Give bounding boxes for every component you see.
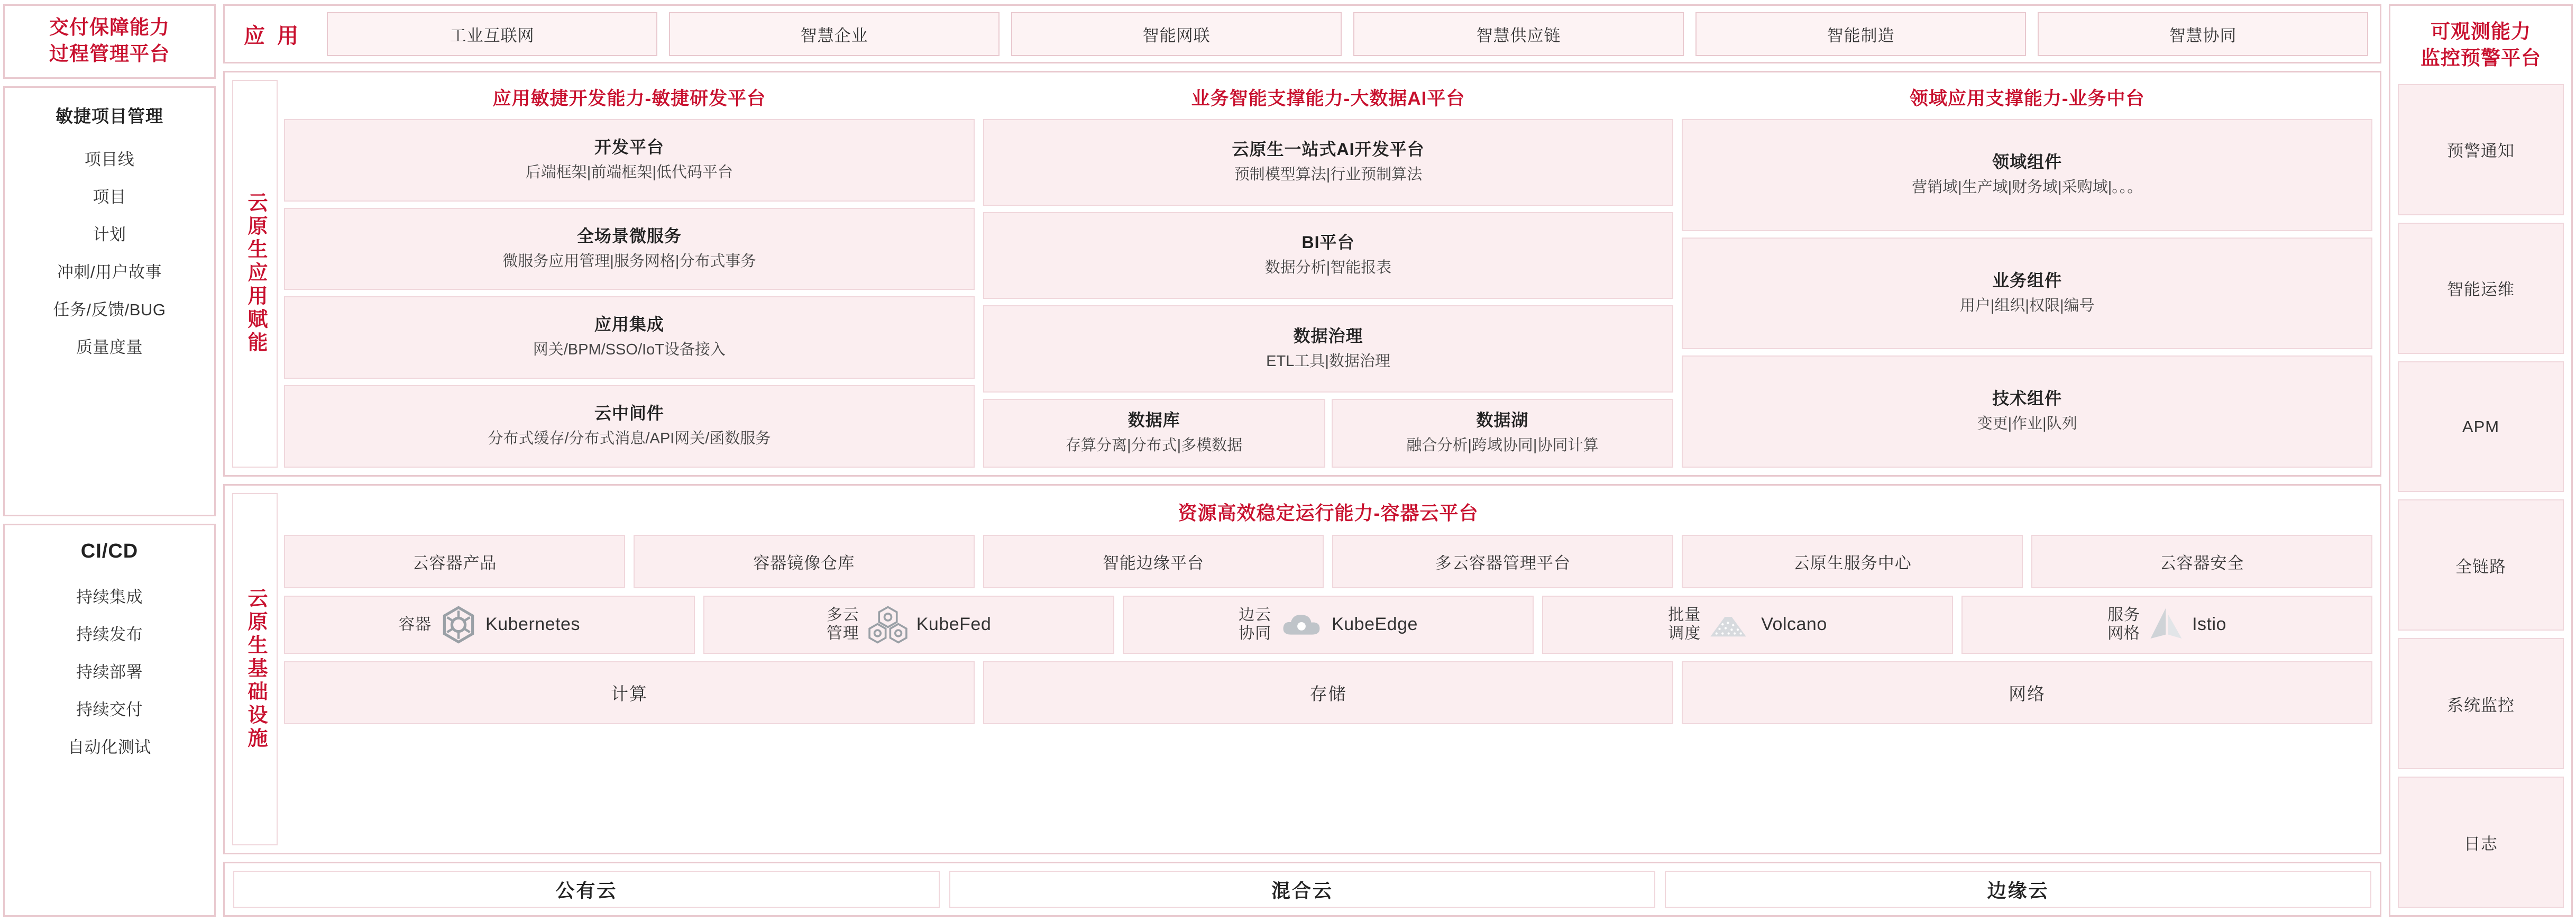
volcano-icon bbox=[1708, 610, 1754, 640]
left-item[interactable]: 持续集成 bbox=[76, 588, 143, 607]
card-subtitle: 分布式缓存/分布式消息/API网关/函数服务 bbox=[488, 430, 771, 448]
capability-card[interactable] bbox=[284, 385, 975, 468]
resource-row bbox=[284, 661, 2372, 724]
card-subtitle: 用户|组织|权限|编号 bbox=[1959, 297, 2095, 314]
application-row bbox=[223, 4, 2381, 63]
card-subtitle: 预制模型算法|行业预制算法 bbox=[1234, 166, 1423, 184]
delivery-platform-title-line1: 交付保障能力 bbox=[49, 16, 170, 38]
app-chip[interactable]: 工业互联网 bbox=[327, 12, 657, 56]
agile-project-management-card bbox=[3, 86, 216, 517]
tech-chip-label: 边云 协同 bbox=[1239, 606, 1272, 642]
card-subtitle: 变更|作业|队列 bbox=[1977, 415, 2077, 433]
left-item[interactable]: 项目线 bbox=[84, 150, 135, 169]
tech-chip-name: Istio bbox=[2192, 614, 2226, 635]
app-chip[interactable]: 智慧供应链 bbox=[1353, 12, 1684, 56]
delivery-platform-title bbox=[3, 4, 216, 79]
resource-chip[interactable]: 网络 bbox=[1682, 661, 2372, 724]
left-item[interactable]: 冲刺/用户故事 bbox=[57, 262, 162, 281]
observability-chip[interactable]: 全链路 bbox=[2398, 499, 2564, 631]
card-title: 领域组件 bbox=[1992, 152, 2062, 171]
tech-chip-label: 批量 调度 bbox=[1668, 606, 1701, 642]
capability-card[interactable] bbox=[1682, 238, 2372, 350]
capability-card[interactable] bbox=[983, 399, 1325, 468]
app-chip[interactable]: 智能制造 bbox=[1695, 12, 2026, 56]
observability-chip[interactable]: 系统监控 bbox=[2398, 638, 2564, 769]
card-subtitle: 营销域|生产域|财务域|采购域|。。。 bbox=[1912, 178, 2143, 196]
app-chip[interactable]: 智慧企业 bbox=[669, 12, 1000, 56]
technology-row bbox=[284, 596, 2372, 654]
kubernetes-wheel-icon bbox=[439, 605, 478, 644]
cloud-deployment-chip[interactable]: 公有云 bbox=[233, 871, 940, 908]
card-subtitle: 网关/BPM/SSO/IoT设备接入 bbox=[533, 341, 726, 359]
cloud-native-infrastructure-label-text: 云原生基础设施 bbox=[244, 587, 267, 751]
agile-dev-column bbox=[284, 80, 975, 468]
observability-chip[interactable]: 预警通知 bbox=[2398, 84, 2564, 215]
left-item[interactable]: 项目 bbox=[93, 187, 126, 206]
card-subtitle: 存算分离|分布式|多模数据 bbox=[1066, 436, 1243, 454]
business-middle-platform-head: 领域应用支撑能力-业务中台 bbox=[1909, 88, 2145, 109]
ci-cd-head: CI/CD bbox=[80, 540, 139, 563]
card-subtitle: 后端框架|前端框架|低代码平台 bbox=[525, 164, 733, 181]
capability-card[interactable] bbox=[983, 212, 1674, 299]
observability-chip[interactable]: APM bbox=[2398, 361, 2564, 493]
big-data-ai-column-head: 业务智能支撑能力-大数据AI平台 bbox=[1191, 88, 1465, 109]
card-title: BI平台 bbox=[1301, 233, 1355, 252]
cloud-native-app-enablement-label bbox=[232, 80, 278, 468]
cloud-deployment-chip[interactable]: 混合云 bbox=[949, 871, 1656, 908]
card-title: 应用集成 bbox=[594, 315, 664, 334]
tech-chip-label: 多云 管理 bbox=[826, 606, 859, 642]
card-title: 全场景微服务 bbox=[576, 226, 682, 245]
cloud-native-infrastructure-label bbox=[232, 493, 278, 845]
tech-chip-name: KubeEdge bbox=[1332, 614, 1418, 635]
tech-chip-kubefed[interactable] bbox=[703, 596, 1114, 654]
container-product-row bbox=[284, 535, 2372, 588]
container-product-chip[interactable]: 云容器产品 bbox=[284, 535, 625, 588]
left-item[interactable]: 任务/反馈/BUG bbox=[53, 300, 166, 319]
delivery-platform-title-line2: 过程管理平台 bbox=[49, 43, 170, 65]
card-title: 业务组件 bbox=[1992, 270, 2062, 290]
card-title: 云中间件 bbox=[594, 404, 664, 423]
tech-chip-name: Volcano bbox=[1761, 614, 1827, 635]
business-middle-platform-column bbox=[1682, 80, 2372, 468]
cloud-native-infrastructure-section bbox=[223, 484, 2381, 854]
application-row-title: 应 用 bbox=[244, 24, 302, 48]
left-column bbox=[3, 4, 216, 917]
card-title: 开发平台 bbox=[594, 138, 664, 157]
container-product-chip[interactable]: 容器镜像仓库 bbox=[634, 535, 975, 588]
observability-title bbox=[2398, 11, 2564, 77]
observability-title-line2: 监控预警平台 bbox=[2421, 47, 2541, 69]
capability-card[interactable] bbox=[983, 305, 1674, 392]
kubefed-clusters-icon bbox=[867, 605, 909, 644]
left-item[interactable]: 质量度量 bbox=[76, 338, 143, 357]
capability-card[interactable] bbox=[284, 119, 975, 202]
resource-chip[interactable]: 存储 bbox=[983, 661, 1674, 724]
resource-chip[interactable]: 计算 bbox=[284, 661, 975, 724]
app-chip[interactable]: 智能网联 bbox=[1011, 12, 1342, 56]
cloud-native-app-enablement-label-text: 云原生应用赋能 bbox=[244, 192, 267, 355]
tech-chip-istio[interactable] bbox=[1961, 596, 2372, 654]
left-item[interactable]: 自动化测试 bbox=[68, 738, 151, 757]
card-subtitle: ETL工具|数据治理 bbox=[1266, 352, 1390, 370]
container-product-chip[interactable]: 多云容器管理平台 bbox=[1332, 535, 1673, 588]
container-product-chip[interactable]: 智能边缘平台 bbox=[983, 535, 1324, 588]
observability-title-line1: 可观测能力 bbox=[2431, 21, 2531, 42]
card-subtitle: 融合分析|跨域协同|协同计算 bbox=[1406, 436, 1599, 454]
tech-chip-label: 容器 bbox=[399, 615, 432, 633]
capability-card[interactable] bbox=[1682, 119, 2372, 231]
capability-card[interactable] bbox=[983, 119, 1674, 206]
middle-column bbox=[223, 4, 2381, 917]
tech-chip-label: 服务 网格 bbox=[2107, 606, 2141, 642]
left-item[interactable]: 持续发布 bbox=[76, 625, 143, 644]
istio-sail-icon bbox=[2148, 606, 2185, 644]
card-title: 技术组件 bbox=[1992, 389, 2062, 408]
card-title: 数据治理 bbox=[1293, 326, 1363, 345]
tech-chip-kubernetes[interactable] bbox=[284, 596, 695, 654]
container-cloud-head: 资源高效稳定运行能力-容器云平台 bbox=[1178, 501, 1479, 524]
tech-chip-volcano[interactable] bbox=[1542, 596, 1953, 654]
app-chip[interactable]: 智慧协同 bbox=[2038, 12, 2368, 56]
ci-cd-card bbox=[3, 524, 216, 917]
left-item[interactable]: 持续部署 bbox=[76, 663, 143, 682]
observability-column bbox=[2389, 4, 2573, 917]
cloud-native-app-enablement-section bbox=[223, 71, 2381, 477]
data-cards-row bbox=[983, 399, 1674, 468]
agile-dev-column-head: 应用敏捷开发能力-敏捷研发平台 bbox=[492, 88, 766, 109]
card-title: 数据湖 bbox=[1476, 410, 1529, 430]
container-product-chip[interactable]: 云容器安全 bbox=[2031, 535, 2372, 588]
agile-project-management-head: 敏捷项目管理 bbox=[56, 106, 163, 126]
observability-chip[interactable]: 智能运维 bbox=[2398, 223, 2564, 354]
tech-chip-kubeedge[interactable] bbox=[1123, 596, 1534, 654]
kubeedge-cloud-icon bbox=[1279, 608, 1324, 641]
capability-card[interactable] bbox=[1682, 355, 2372, 468]
left-item[interactable]: 持续交付 bbox=[76, 700, 143, 719]
card-title: 云原生一站式AI开发平台 bbox=[1232, 140, 1425, 159]
container-product-chip[interactable]: 云原生服务中心 bbox=[1682, 535, 2023, 588]
cloud-deployment-chip[interactable]: 边缘云 bbox=[1665, 871, 2371, 908]
tech-chip-name: KubeFed bbox=[916, 614, 992, 635]
big-data-ai-column bbox=[983, 80, 1674, 468]
capability-card[interactable] bbox=[284, 208, 975, 290]
card-title: 数据库 bbox=[1127, 410, 1180, 430]
left-item[interactable]: 计划 bbox=[93, 225, 126, 244]
tech-chip-name: Kubernetes bbox=[485, 614, 580, 635]
cloud-deployment-row bbox=[223, 862, 2381, 917]
card-subtitle: 数据分析|智能报表 bbox=[1264, 259, 1392, 277]
observability-chip[interactable]: 日志 bbox=[2398, 777, 2564, 908]
capability-card[interactable] bbox=[1332, 399, 1674, 468]
card-subtitle: 微服务应用管理|服务网格|分布式事务 bbox=[502, 252, 756, 270]
capability-card[interactable] bbox=[284, 296, 975, 379]
